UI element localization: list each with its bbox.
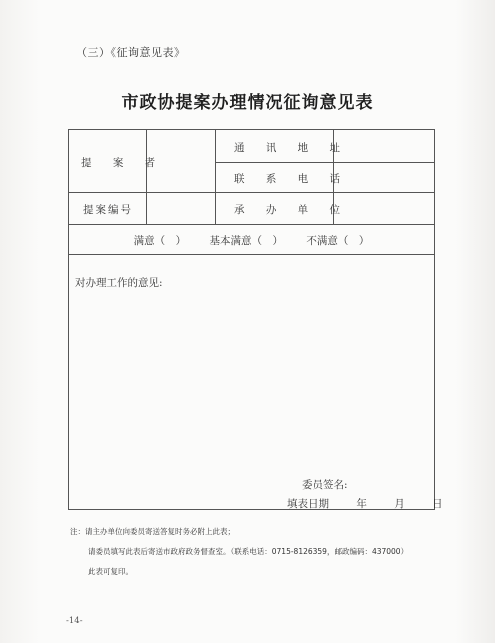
fill-date-label: 填表日期	[287, 498, 329, 510]
date-day-label: 日	[432, 498, 443, 510]
row-divider-address-phone	[215, 162, 434, 163]
basically-satisfied-option[interactable]: 基本满意（ ）	[209, 235, 283, 247]
signature-label: 委员签名:	[302, 479, 348, 491]
footnotes	[70, 522, 408, 582]
unsatisfied-option[interactable]: 不满意（ ）	[306, 235, 370, 247]
page-title: 市政协提案办理情况征询意见表	[121, 93, 374, 113]
page-number: -14-	[66, 616, 83, 626]
handler-unit-label: 承 办 单 位	[234, 204, 350, 216]
phone-label: 联 系 电 话	[234, 173, 350, 185]
note-line-2: 请委员填写此表后寄送市政府政务督查室。（联系电话：0715-8126359，邮政编码：437000）	[88, 547, 409, 556]
address-label: 通 讯 地 址	[234, 142, 350, 154]
row-divider-proposal-no	[69, 224, 434, 225]
section-label: （三）《征询意见表》	[76, 46, 186, 59]
satisfied-option[interactable]: 满意（ ）	[133, 235, 187, 247]
opinion-label: 对办理工作的意见:	[75, 277, 163, 289]
row-divider-satisfaction	[69, 254, 434, 255]
proposer-label: 提 案 者	[81, 157, 165, 169]
fill-date-row	[287, 496, 443, 511]
proposal-number-label: 提案编号	[83, 204, 133, 216]
col-divider-mid	[215, 130, 216, 224]
note-line-3: 此表可复印。	[88, 567, 133, 576]
col-divider-label	[146, 130, 147, 224]
satisfaction-options	[69, 233, 434, 248]
feedback-form-table	[68, 129, 443, 510]
note-line-1: 注：请主办单位向委员寄送答复时务必附上此表；	[70, 527, 235, 536]
date-year-label: 年	[356, 498, 367, 510]
date-month-label: 月	[394, 498, 405, 510]
row-divider-proposer	[69, 192, 434, 193]
